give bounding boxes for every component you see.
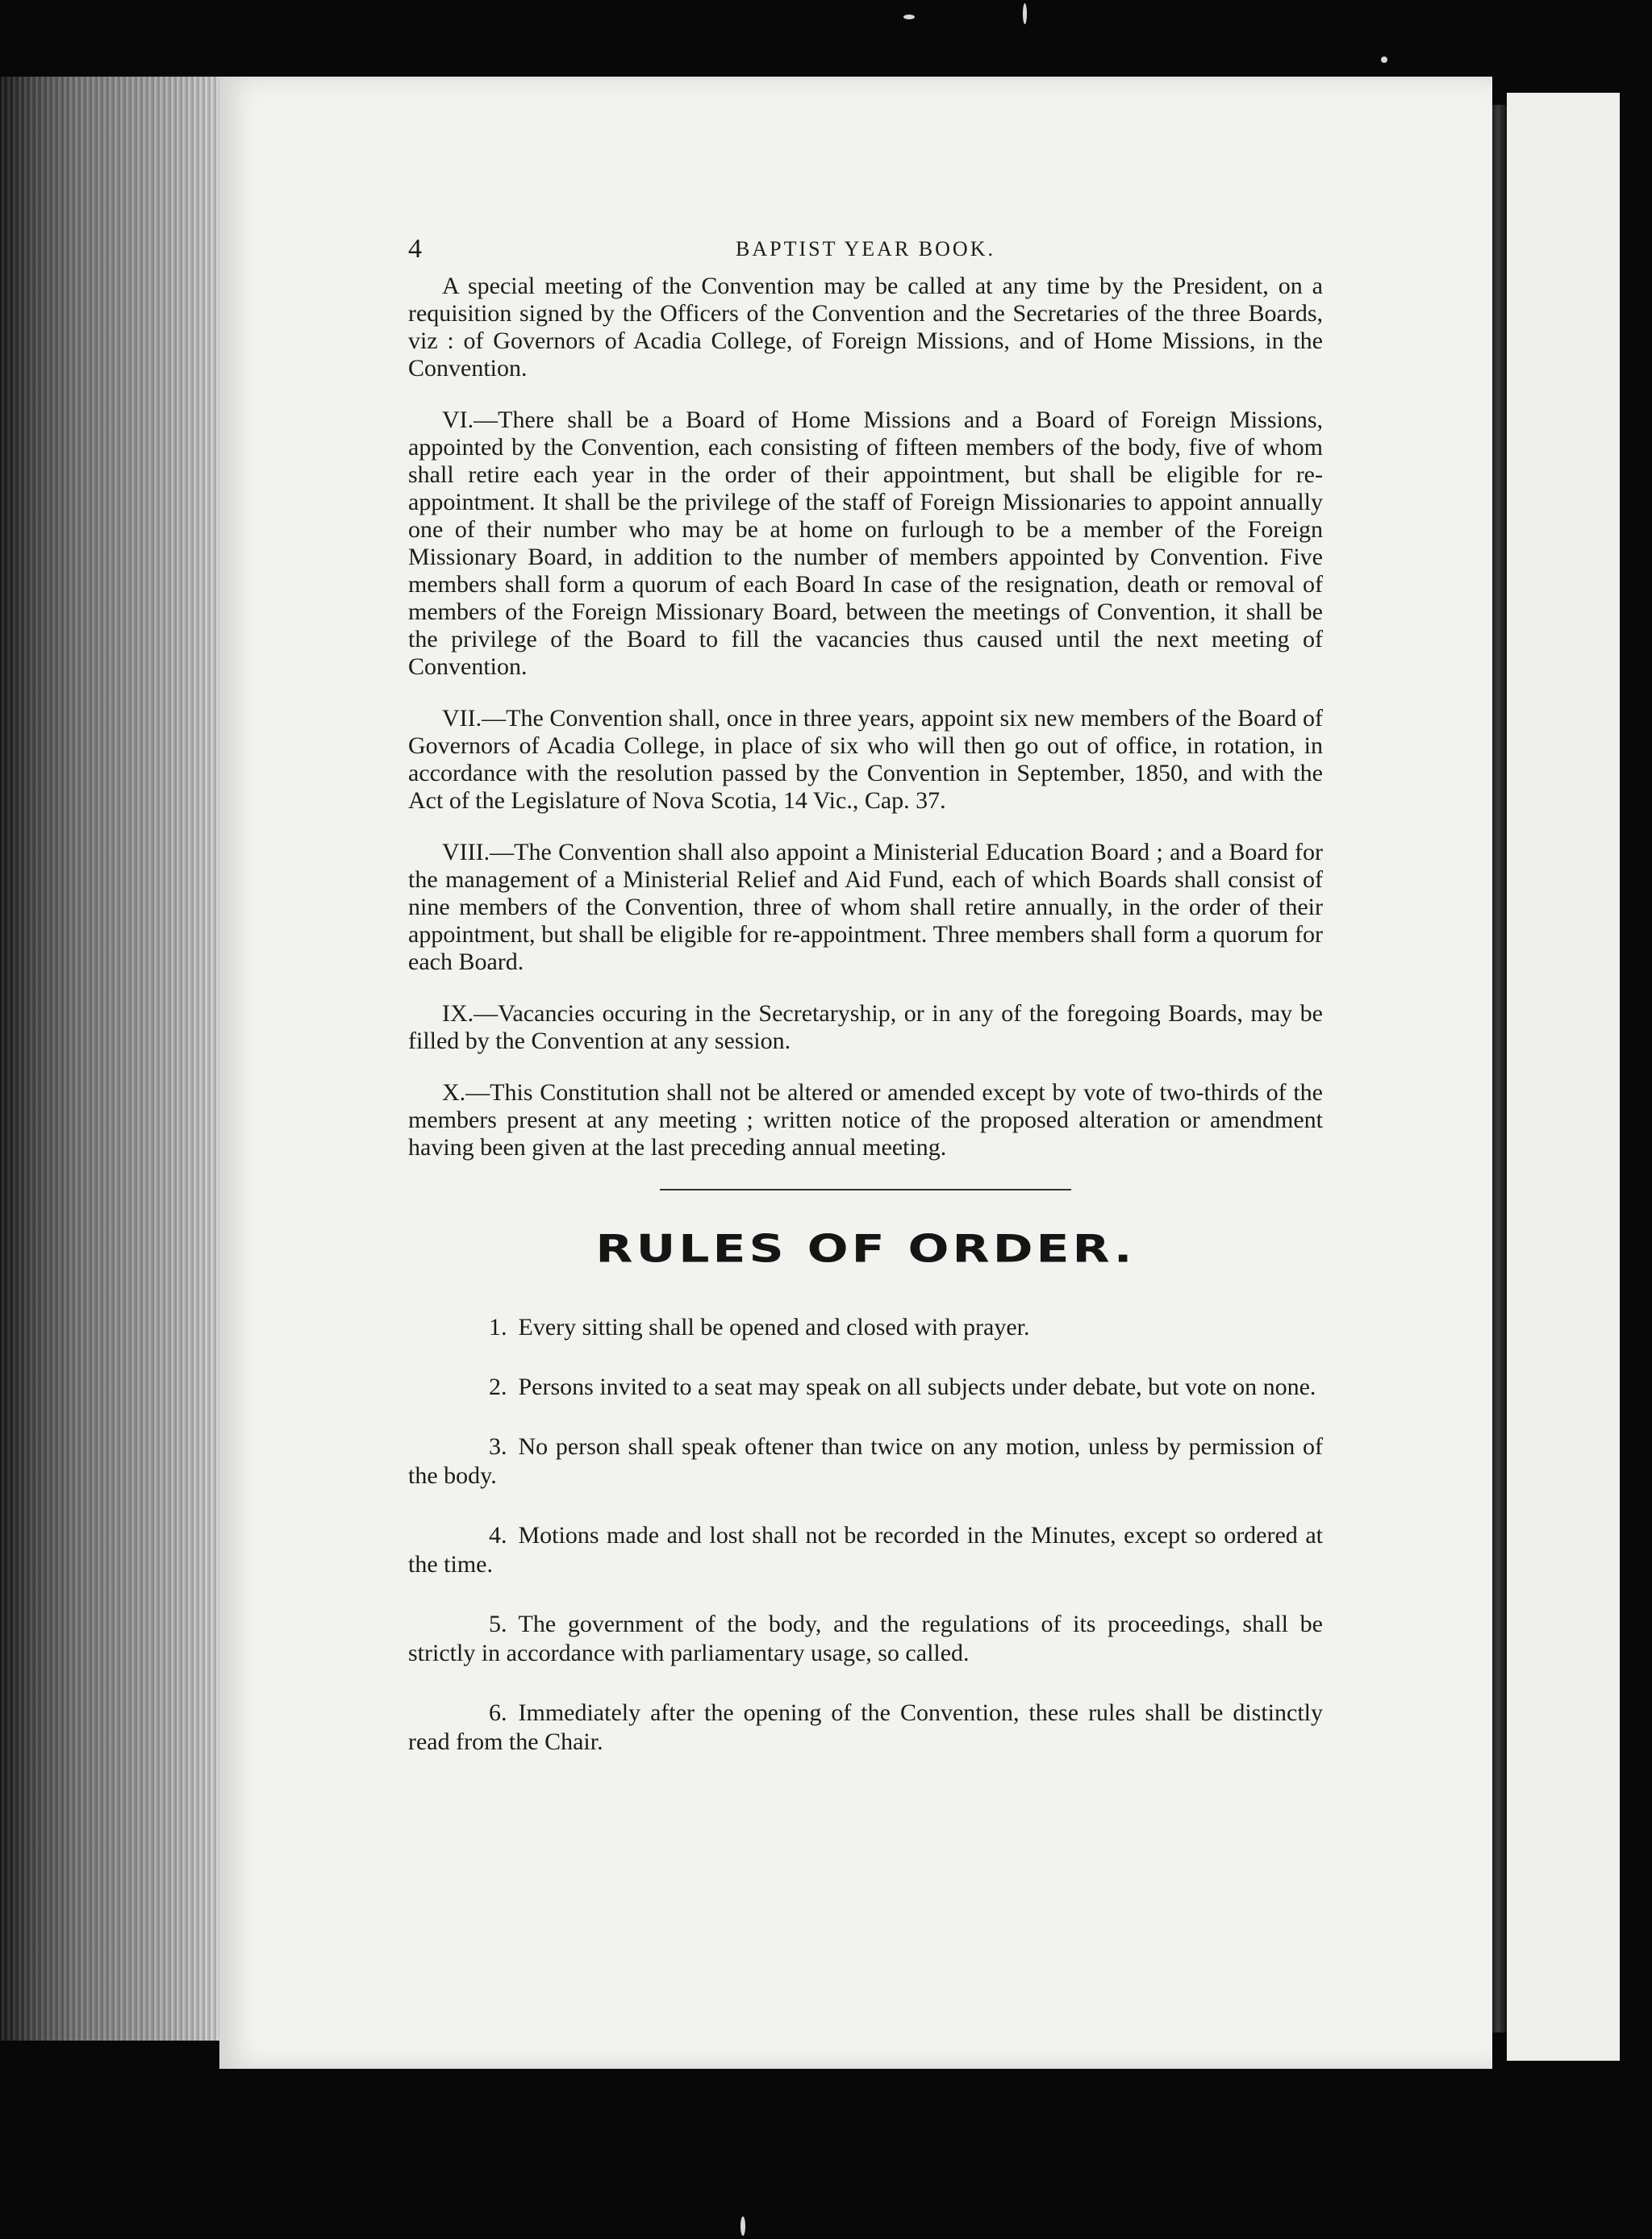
rule-item (408, 1313, 1323, 1342)
rule-item (408, 1610, 1323, 1668)
constitution-paragraph: A special meeting of the Convention may be called at any time by the President, on a requisition signed by the Officers of the Convention and the Secretaries of the three Boards, viz : of Governors of Acadia College, of Foreign Missions, and of Home Missions, in the Convention. (408, 273, 1323, 382)
rule-number: 4. (489, 1522, 507, 1549)
rules-of-order-heading: RULES OF ORDER. (595, 1227, 1136, 1272)
section-divider (660, 1189, 1071, 1190)
dust-speck (740, 2216, 745, 2236)
running-head (408, 234, 1323, 273)
rule-number: 6. (489, 1699, 507, 1726)
rule-number: 3. (489, 1433, 507, 1460)
rule-text: Immediately after the opening of the Convention, these rules shall be distinctly read from the Chair. (408, 1699, 1323, 1755)
rule-item (408, 1432, 1323, 1491)
page-content (408, 234, 1323, 1787)
dust-speck (1381, 56, 1387, 63)
rule-text: Every sitting shall be opened and closed with prayer. (518, 1314, 1030, 1340)
constitution-section (408, 273, 1323, 1161)
rule-item (408, 1373, 1323, 1402)
constitution-article-vi: VI.—There shall be a Board of Home Missions and a Board of Foreign Missions, appointed by the Convention, each consisting of fifteen members of the body, five of whom shall retire each year in the order of their appointment, but shall be eligible for re-appointment. It shall be the privilege of the staff of Foreign Missionaries to appoint annually one of their number who may be at home on furlough to be a member of the Foreign Missionary Board, in addition to the number of members appointed by Convention. Five members shall form a quorum of each Board In case of the resignation, death or removal of members of the Foreign Missionary Board, between the meetings of Convention, it shall be the privilege of the Board to fill the vacancies thus caused until the next meeting of Convention. (408, 407, 1323, 680)
rule-number: 2. (489, 1374, 507, 1400)
rule-text: The government of the body, and the regulations of its proceedings, shall be strictly in accordance with parliamentary usage, so called. (408, 1611, 1323, 1666)
facing-page-edge (1507, 93, 1620, 2061)
constitution-article-x: X.—This Constitution shall not be altered or amended except by vote of two-thirds of the members present at any meeting ; written notice of the proposed alteration or amendment having been given at the last preceding annual meeting. (408, 1079, 1323, 1161)
rules-list (408, 1313, 1323, 1757)
rule-number: 5. (489, 1611, 507, 1637)
rule-item (408, 1521, 1323, 1579)
rule-number: 1. (489, 1314, 507, 1340)
page-number: 4 (408, 234, 422, 264)
rule-item (408, 1699, 1323, 1757)
constitution-article-vii: VII.—The Convention shall, once in three years, appoint six new members of the Board of Governors of Acadia College, in place of six who will then go out of office, in rotation, in accordance with the resolution passed by the Convention in September, 1850, and with the Act of the Legislature of Nova Scotia, 14 Vic., Cap. 37. (408, 705, 1323, 814)
dust-speck (903, 15, 915, 19)
book-page-edges (0, 77, 226, 2041)
book-gutter (1492, 105, 1507, 2033)
rule-text: Persons invited to a seat may speak on all subjects under debate, but vote on none. (518, 1374, 1316, 1400)
running-title: BAPTIST YEAR BOOK. (736, 237, 995, 261)
dust-speck (1023, 3, 1027, 24)
constitution-article-ix: IX.—Vacancies occuring in the Secretaryship, or in any of the foregoing Boards, may be filled by the Convention at any session. (408, 1000, 1323, 1054)
constitution-article-viii: VIII.—The Convention shall also appoint a Ministerial Education Board ; and a Board for the management of a Ministerial Relief and Aid Fund, each of which Boards shall consist of nine members of the Convention, three of whom shall retire annually, in the order of their appointment, but shall be eligible for re-appointment. Three members shall form a quorum for each Board. (408, 839, 1323, 975)
rule-text: Motions made and lost shall not be recorded in the Minutes, except so ordered at the time. (408, 1522, 1323, 1578)
rule-text: No person shall speak oftener than twice on any motion, unless by permission of the body. (408, 1433, 1323, 1489)
